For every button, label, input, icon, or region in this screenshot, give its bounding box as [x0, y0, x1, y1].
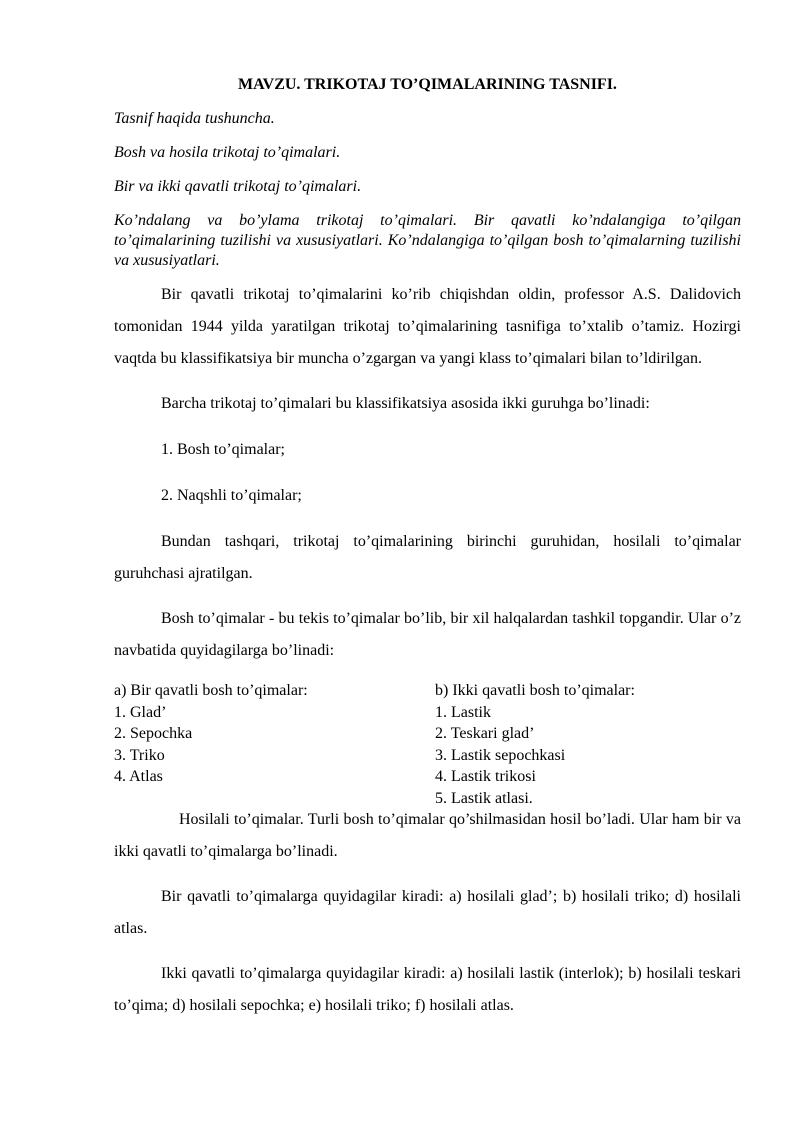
body-paragraph: Bundan tashqari, trikotaj to’qimalarining birinchi guruhidan, hosilali to’qimalar guruhchasi ajratilgan. [114, 533, 741, 582]
list-item: 1. Lastik [435, 703, 491, 721]
list-heading: b) Ikki qavatli bosh to’qimalar: [435, 682, 635, 699]
list-item: 4. Lastik trikosi [435, 768, 536, 785]
list-item: 1. Glad’ [114, 703, 167, 721]
list-paragraph: 2. Naqshli to’qimalar; [161, 487, 302, 504]
document-page [114, 75, 741, 1035]
body-paragraph: Ikki qavatli to’qimalarga quyidagilar kiradi: a) hosilali lastik (interlok); b) hosilali teskari to’qima; d) hosilali sepochka; e) hosilali triko; f) hosilali atlas. [114, 965, 741, 1014]
single-layer-list [114, 680, 435, 809]
topic-line: Bosh va hosila trikotaj to’qimalari. [114, 144, 341, 161]
list-paragraph: 1. Bosh to’qimalar; [161, 441, 285, 458]
body-paragraph: Bosh to’qimalar - bu tekis to’qimalar bo’lib, bir xil halqalardan tashkil topgandir. Ular o’z navbatida quyidagilarga bo’linadi: [114, 610, 741, 659]
body-paragraph: Barcha trikotaj to’qimalari bu klassifikatsiya asosida ikki guruhga bo’linadi: [161, 395, 650, 412]
topic-line: Tasnif haqida tushuncha. [114, 110, 275, 127]
list-item: 5. Lastik atlasi. [435, 789, 533, 807]
list-heading: a) Bir qavatli bosh to’qimalar: [114, 682, 308, 699]
list-item: 4. Atlas [114, 768, 163, 785]
topic-line: Bir va ikki qavatli trikotaj to’qimalari. [114, 178, 362, 195]
topic-line: Ko’ndalang va bo’ylama trikotaj to’qimalari. Bir qavatli ko’ndalangiga to’qilgan to’qimalarining tuzilishi va xususiyatlari. Ko’ndalangiga to’qilgan bosh to’qimalarning tuzilishi va xususiyatlari. [114, 212, 741, 269]
body-paragraph: Bir qavatli trikotaj to’qimalarini ko’rib chiqishdan oldin, professor A.S. Dalidovich tomonidan 1944 yilda yaratilgan trikotaj to’qimalarining tasnifiga to’xtalib o’tamiz. Hozirgi vaqtda bu klassifikatsiya bir muncha o’zgargan va yangi klass to’qimalari bilan to’ldirilgan. [114, 286, 741, 367]
double-layer-list [435, 680, 741, 809]
list-item: 3. Lastik sepochkasi [435, 746, 566, 764]
document-title: MAVZU. TRIKOTAJ TO’QIMALARINING TASNIFI. [238, 76, 617, 93]
list-item: 2. Teskari glad’ [435, 725, 535, 742]
two-column-list [114, 680, 741, 809]
body-paragraph: Bir qavatli to’qimalarga quyidagilar kiradi: a) hosilali glad’; b) hosilali triko; d) hosilali atlas. [114, 888, 741, 937]
list-item: 2. Sepochka [114, 725, 193, 742]
body-paragraph: Hosilali to’qimalar. Turli bosh to’qimalar qo’shilmasidan hosil bo’ladi. Ular ham bir va ikki qavatli to’qimalarga bo’linadi. [114, 811, 741, 860]
list-item: 3. Triko [114, 746, 165, 764]
